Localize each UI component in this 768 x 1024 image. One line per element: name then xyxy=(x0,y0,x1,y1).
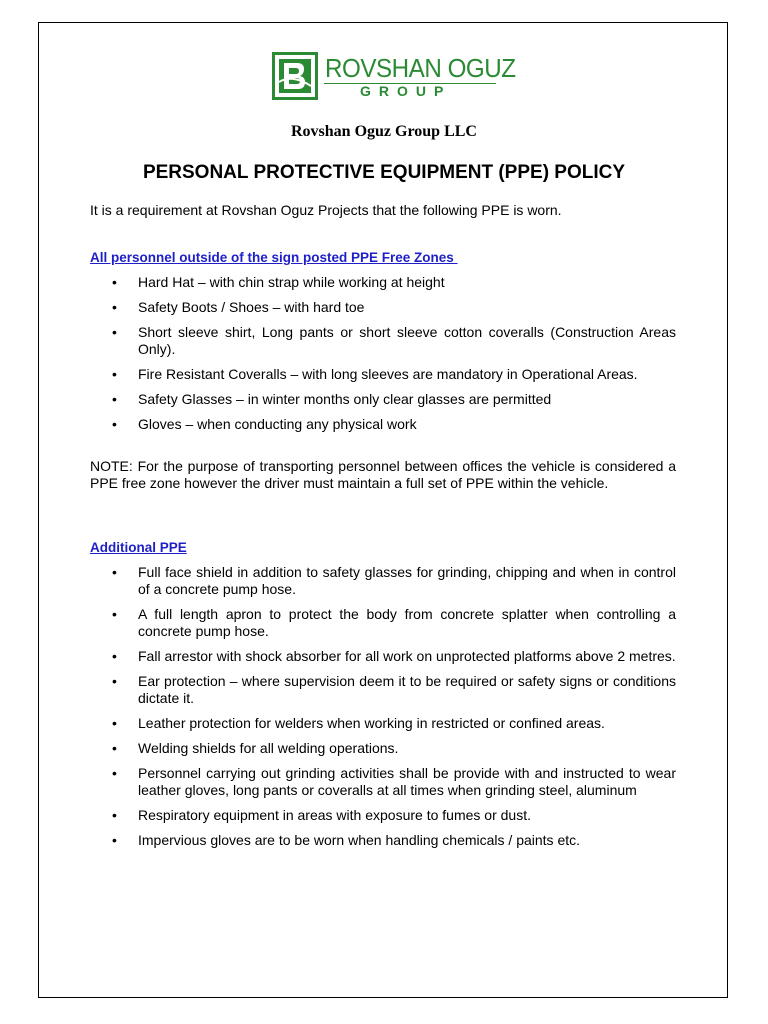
list-item: • Fall arrestor with shock absorber for all work on unprotected platforms above 2 metres. xyxy=(110,648,676,665)
list-item: • Fire Resistant Coveralls – with long sleeves are mandatory in Operational Areas. xyxy=(110,366,676,383)
company-name: Rovshan Oguz Group LLC xyxy=(291,123,477,140)
list-item: • Gloves – when conducting any physical work xyxy=(110,416,676,433)
section-heading-ppe-zones: All personnel outside of the sign posted PPE Free Zones xyxy=(90,250,458,265)
logo-name: ROVSHAN OGUZ xyxy=(325,53,516,83)
ppe-zone-list xyxy=(110,274,676,441)
note-text: NOTE: For the purpose of transporting personnel between offices the vehicle is considered a PPE free zone however the driver must maintain a full set of PPE within the vehicle. xyxy=(90,458,676,491)
list-item: • Ear protection – where supervision deem it to be required or safety signs or conditions dictate it. xyxy=(110,673,676,707)
list-item: • Short sleeve shirt, Long pants or short sleeve cotton coveralls (Construction Areas Only). xyxy=(110,324,676,358)
list-item: • Safety Glasses – in winter months only clear glasses are permitted xyxy=(110,391,676,408)
policy-title: PERSONAL PROTECTIVE EQUIPMENT (PPE) POLICY xyxy=(142,162,626,183)
logo-emblem-icon xyxy=(272,52,318,100)
section-heading-additional-ppe: Additional PPE xyxy=(90,540,187,555)
list-item: • Respiratory equipment in areas with exposure to fumes or dust. xyxy=(110,807,676,824)
company-logo xyxy=(272,52,516,102)
list-item: • Welding shields for all welding operations. xyxy=(110,740,676,757)
intro-text: It is a requirement at Rovshan Oguz Projects that the following PPE is worn. xyxy=(90,202,562,218)
list-item: • Personnel carrying out grinding activities shall be provide with and instructed to wear leather gloves, long pants or coveralls at all times when grinding steel, aluminum xyxy=(110,765,676,799)
list-item: • Hard Hat – with chin strap while working at height xyxy=(110,274,676,291)
additional-ppe-list xyxy=(110,564,676,857)
list-item: • Full face shield in addition to safety glasses for grinding, chipping and when in control of a concrete pump hose. xyxy=(110,564,676,598)
list-item: • Safety Boots / Shoes – with hard toe xyxy=(110,299,676,316)
list-item: • Leather protection for welders when working in restricted or confined areas. xyxy=(110,715,676,732)
logo-subtitle: GROUP xyxy=(360,83,452,99)
list-item: • A full length apron to protect the body from concrete splatter when controlling a concrete pump hose. xyxy=(110,606,676,640)
list-item: • Impervious gloves are to be worn when handling chemicals / paints etc. xyxy=(110,832,676,849)
